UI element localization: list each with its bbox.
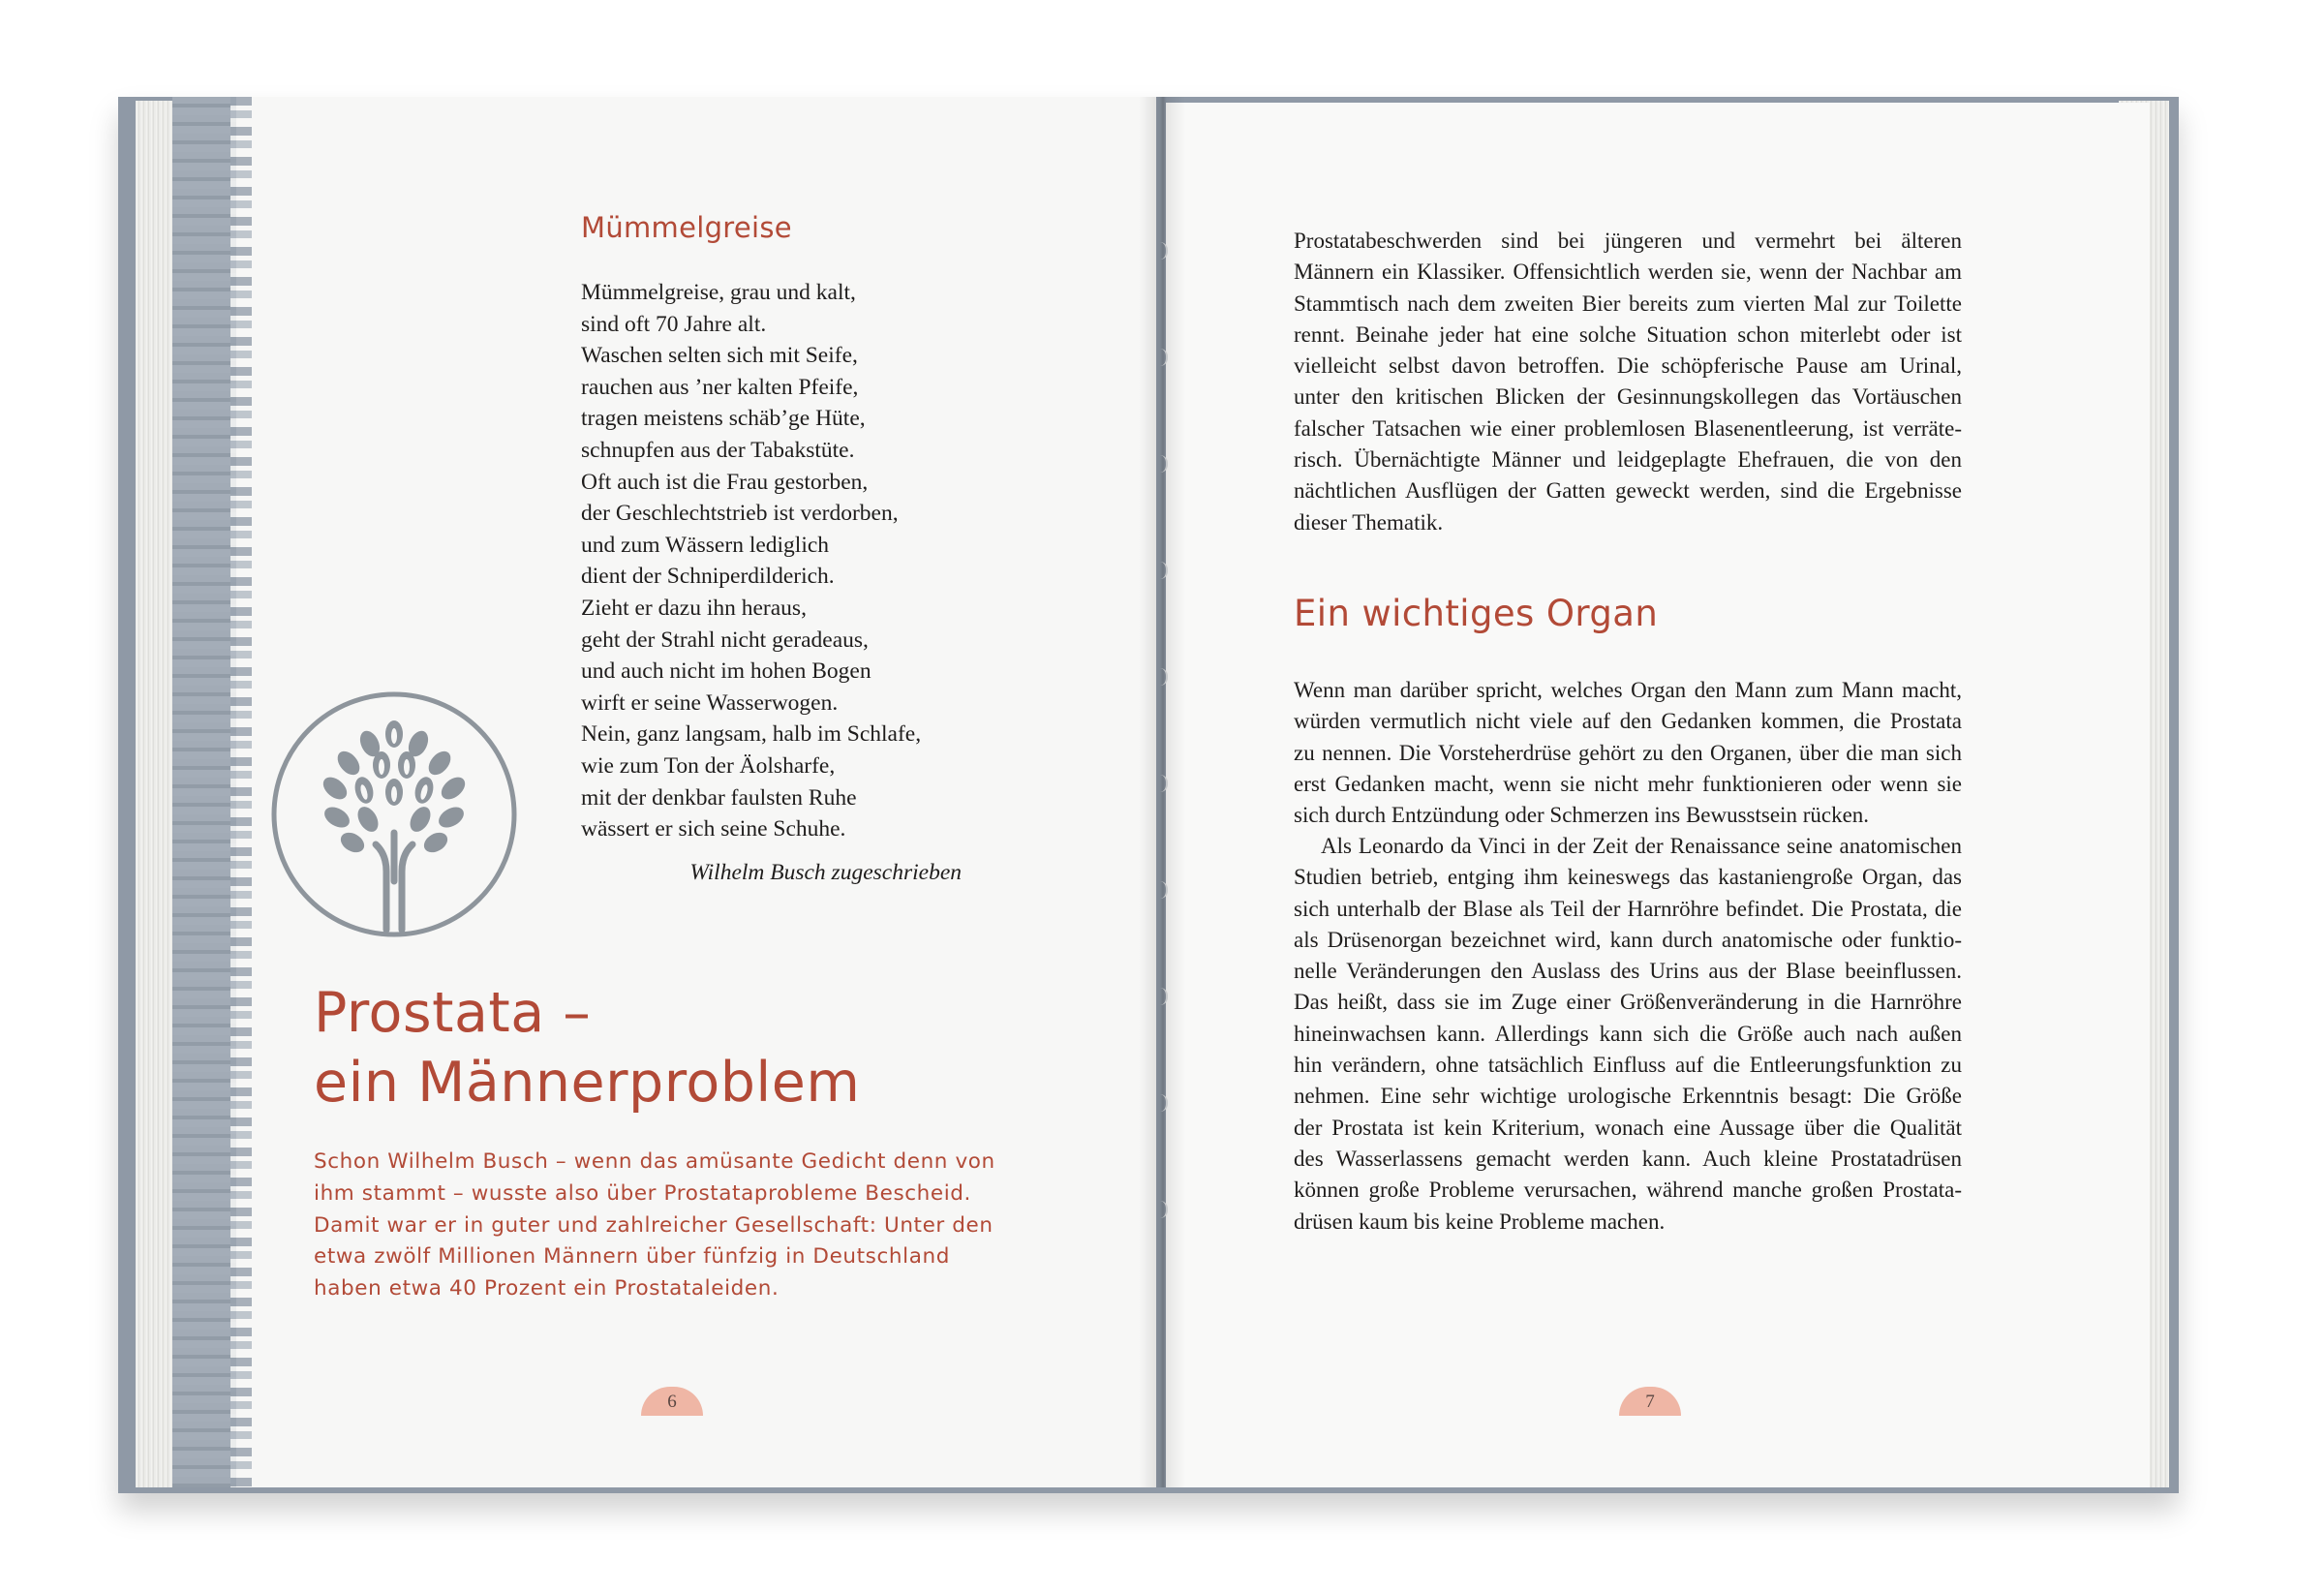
text-line: sich durch Entzündung oder Schmerzen ins Bewusstsein rücken. — [1294, 803, 1870, 828]
poem-line: dient der Schniperdilderich. — [581, 564, 835, 590]
chapter-heading-line: ein Männerproblem — [314, 1051, 861, 1115]
stitch — [1160, 988, 1168, 1005]
poem-title: Mümmelgreise — [581, 211, 792, 244]
stitch — [1160, 775, 1168, 792]
text-line: sich unterhalb der Blase als Teil der Harnröhre befindet. Die Prostata, die — [1294, 896, 1962, 921]
poem-line: Mümmelgreise, grau und kalt, — [581, 280, 856, 305]
poem-line: wirft er seine Wasserwogen. — [581, 689, 839, 716]
page-number-left: 6 — [641, 1387, 703, 1416]
stitch — [1160, 455, 1168, 473]
stitch — [1160, 1201, 1168, 1218]
chapter-intro — [314, 1147, 1050, 1305]
intro-line: Damit war er in guter und zahlreicher Gesellschaft: Unter den — [314, 1212, 994, 1238]
text-line: unter den kritischen Blicken der Gesinnungskollegen das Vortäuschen — [1294, 384, 1962, 410]
poem-line: Zieht er dazu ihn heraus, — [581, 595, 807, 621]
intro-line: Schon Wilhelm Busch – wenn das amüsante Gedicht denn von — [314, 1149, 995, 1174]
tree-emblem-icon — [267, 688, 521, 941]
text-line: falscher Tatsachen wie einer problemlosen Blasenentleerung, ist verräte- — [1294, 415, 1962, 441]
text-line: können große Probleme verursachen, während manche großen Prostata- — [1294, 1178, 1962, 1203]
binding-stitches — [1160, 242, 1168, 1307]
text-line: Männern ein Klassiker. Offensichtlich werden sie, wenn der Nachbar am — [1294, 260, 1962, 285]
poem-line: der Geschlechtstrieb ist verdorben, — [581, 501, 899, 527]
poem-line: geht der Strahl nicht geradeaus, — [581, 627, 869, 653]
poem-line: und auch nicht im hohen Bogen — [581, 658, 872, 685]
stitch — [1160, 668, 1168, 686]
text-line: dieser Thematik. — [1294, 509, 1444, 535]
brush-stroke-strip — [172, 97, 236, 1487]
poem-line: Waschen selten sich mit Seife, — [581, 343, 858, 369]
intro-line: haben etwa 40 Prozent ein Prostataleiden. — [314, 1276, 780, 1301]
paragraph-2 — [1294, 675, 1962, 831]
text-line: der Prostata ist kein Kriterium, wonach eine Aussage über die Qualität — [1294, 1115, 1962, 1140]
poem-line: schnupfen aus der Tabakstüte. — [581, 437, 855, 463]
text-line: nehmen. Eine sehr wichtige urologische Erkenntnis besagt: Die Größe — [1294, 1084, 1962, 1109]
poem-line: und zum Wässern lediglich — [581, 532, 830, 558]
stitch — [1160, 242, 1168, 260]
text-line: Wenn man darüber spricht, welches Organ den Mann zum Mann macht, — [1294, 678, 1962, 702]
text-line: Studien betrieb, entging ihm keineswegs das kastaniengroße Organ, das — [1294, 865, 1962, 890]
text-line: hineinwachsen kann. Allerdings kann sich die Größe auch nach außen — [1294, 1021, 1962, 1046]
poem-line: Oft auch ist die Frau gestorben, — [581, 469, 869, 495]
text-line: drüsen kaum bis keine Probleme machen. — [1294, 1209, 1666, 1234]
text-line: vielleicht selbst davon betroffen. Die schöpferische Pause am Urinal, — [1294, 353, 1962, 379]
brush-stroke-edge — [230, 97, 252, 1487]
intro-line: ihm stammt – wusste also über Prostataprobleme Bescheid. — [314, 1180, 971, 1206]
poem-line: tragen meistens schäb’ge Hüte, — [581, 406, 866, 432]
poem-attribution: Wilhelm Busch zugeschrieben — [689, 860, 962, 885]
poem — [581, 277, 988, 845]
poem-line: mit der denkbar faulsten Ruhe — [581, 784, 857, 811]
text-line: nächtlichen Ausflügen der Gatten geweckt werden, sind die Ergebnisse — [1294, 478, 1962, 504]
text-line: Als Leonardo da Vinci in der Zeit der Renaissance seine anatomischen — [1321, 834, 1962, 858]
text-line: als Drüsenorgan bezeichnet wird, kann durch anatomische oder funktio- — [1294, 927, 1962, 952]
text-line: Stammtisch nach dem zweiten Bier bereits zum vierten Mal zur Toilette — [1294, 291, 1962, 316]
section-heading: Ein wichtiges Organ — [1294, 593, 1659, 634]
text-line: des Wasserlassens gemacht werden kann. Auch kleine Prostatadrüsen — [1294, 1146, 1962, 1171]
stitch — [1160, 349, 1168, 366]
chapter-heading-line: Prostata – — [314, 981, 592, 1045]
text-line: risch. Übernächtigte Männer und leidgeplagte Ehefrauen, die von den — [1294, 447, 1962, 473]
page-number-right: 7 — [1619, 1387, 1681, 1416]
text-line: Das heißt, dass sie im Zuge einer Größenveränderung in die Harnröhre — [1294, 990, 1962, 1015]
stitch — [1160, 1094, 1168, 1112]
text-line: würden vermutlich nicht viele auf den Gedanken kommen, die Prostata — [1294, 709, 1962, 734]
stitch — [1160, 562, 1168, 579]
intro-line: etwa zwölf Millionen Männern über fünfzig in Deutschland — [314, 1244, 950, 1270]
poem-line: sind oft 70 Jahre alt. — [581, 311, 767, 337]
text-line: rennt. Beinahe jeder hat eine solche Situation schon miterlebt oder ist — [1294, 321, 1962, 347]
paragraph-1 — [1294, 226, 1962, 538]
text-line: nelle Veränderungen den Auslass des Urins aus der Blase beeinflussen. — [1294, 959, 1962, 984]
text-line: zu nennen. Die Vorsteherdrüse gehört zu den Organen, über die man sich — [1294, 740, 1962, 765]
stitch — [1160, 881, 1168, 899]
poem-line: wässert er sich seine Schuhe. — [581, 816, 846, 842]
text-line: hin verändern, ohne tatsächlich Einfluss auf die Entleerungsfunktion zu — [1294, 1053, 1962, 1078]
poem-line: Nein, ganz langsam, halb im Schlafe, — [581, 721, 922, 748]
paragraph-3 — [1294, 831, 1962, 1238]
text-line: erst Gedanken macht, wenn sie nicht mehr funktionieren oder wenn sie — [1294, 771, 1962, 796]
poem-line: rauchen aus ’ner kalten Pfeife, — [581, 374, 859, 400]
chapter-heading — [314, 978, 860, 1117]
text-line: Prostatabeschwerden sind bei jüngeren und vermehrt bei älteren — [1294, 229, 1962, 253]
poem-line: wie zum Ton der Äolsharfe, — [581, 752, 836, 779]
